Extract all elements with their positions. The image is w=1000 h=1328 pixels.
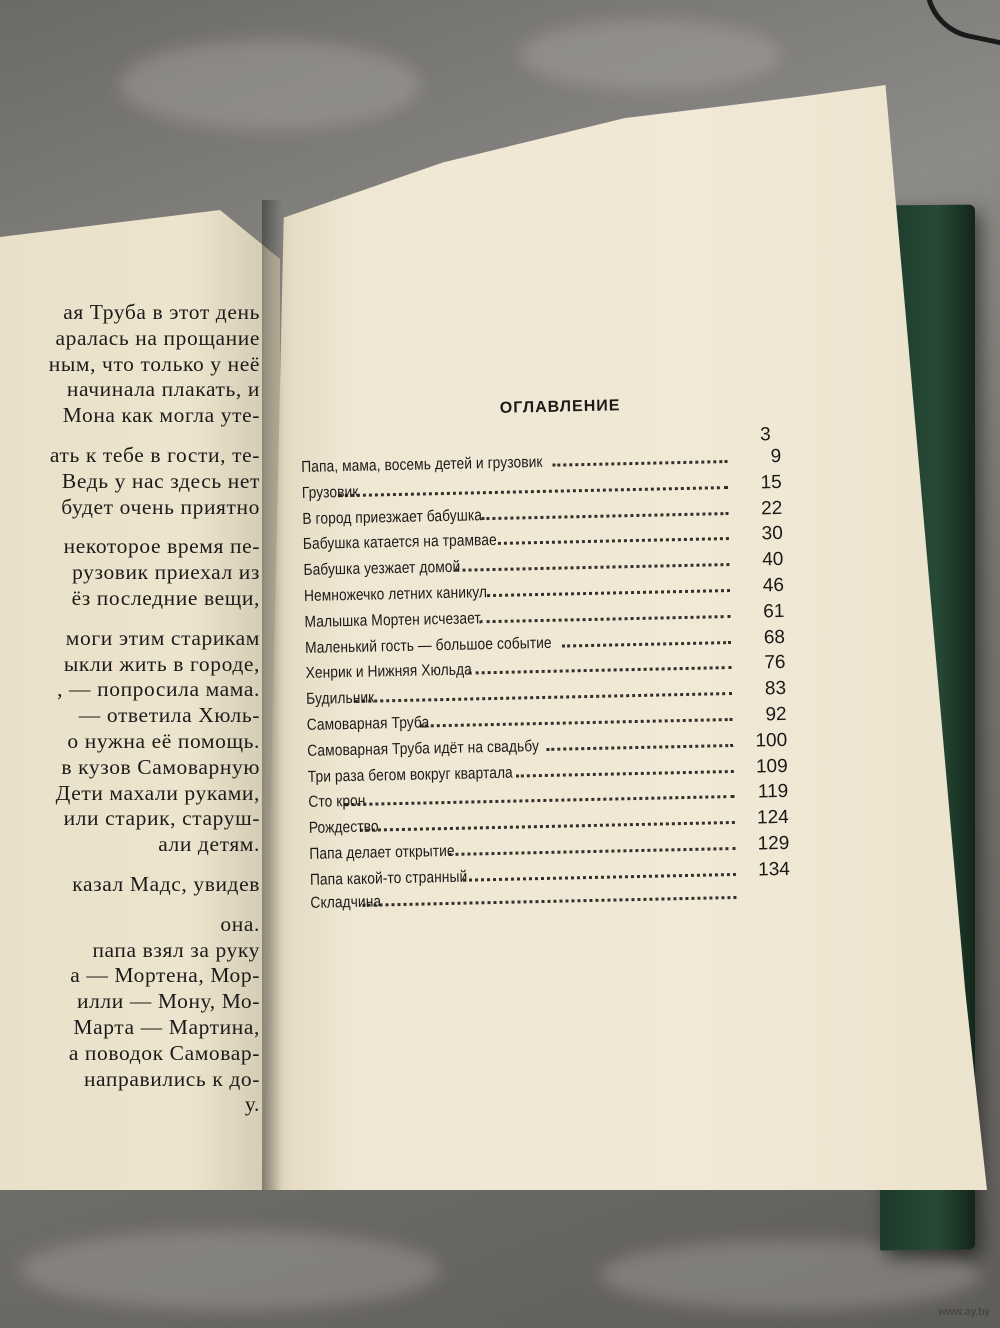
toc-title: ОГЛАВЛЕНИЕ: [499, 397, 621, 417]
toc-entry-title: Папа, мама, восемь детей и грузовик: [301, 453, 543, 476]
toc-leader-dots: [481, 512, 728, 520]
toc-entry-page: 119: [757, 781, 789, 803]
left-page-line: ным, что только у неё: [48, 351, 260, 376]
left-page-line: она.: [220, 911, 260, 936]
left-page-line: папа взял за руку: [92, 937, 260, 962]
left-page-line: аралась на прощание: [55, 325, 260, 350]
paragraph-gap: [0, 429, 260, 443]
left-page-line: в кузов Самоварную: [61, 754, 260, 779]
toc-entry-title: Немножечко летних каникул: [303, 584, 488, 605]
toc-entry-title: Рождество: [308, 818, 379, 838]
toc-leader-dots: [456, 563, 730, 572]
stone-texture: [520, 20, 780, 90]
toc-entry-page: 92: [765, 703, 787, 726]
toc-entry-title: Самоварная Труба идёт на свадьбу: [307, 737, 540, 760]
toc-entry-page: 30: [761, 523, 784, 545]
toc-leader-dots: [338, 486, 728, 497]
toc-leader-dots: [448, 847, 735, 856]
toc-entry-page: 61: [763, 600, 785, 623]
toc-entry-title: Хенрик и Нижняя Хюльда: [305, 661, 473, 683]
toc-leader-dots: [552, 460, 728, 467]
toc-entry-title: Папа какой-то странный: [309, 868, 468, 889]
toc-leader-dots: [487, 589, 730, 597]
left-page-line: или старик, старуш-: [63, 806, 260, 831]
toc-entry-title: Бабушка катается на трамвае: [302, 532, 497, 554]
stone-texture: [120, 40, 420, 130]
toc-leader-dots: [345, 795, 734, 806]
gutter-shadow: [262, 200, 282, 1190]
left-page-line: о нужна её помощь.: [67, 728, 260, 753]
left-page-line: начинала плакать, и: [66, 377, 260, 402]
left-page-line: ать к тебе в гости, те-: [49, 442, 260, 467]
left-page-line: Дети махали руками,: [55, 780, 260, 805]
toc-entry-title: Три раза бегом вокруг квартала: [307, 764, 514, 786]
toc-entry-page: 15: [760, 471, 782, 494]
toc-entry-title: Самоварная Труба: [306, 714, 430, 734]
watermark: www.ay.by: [938, 1306, 990, 1318]
toc-entry-page: 22: [760, 497, 783, 519]
toc-leader-dots: [355, 692, 732, 703]
paragraph-gap: [0, 898, 260, 912]
toc-entry-page: 134: [757, 858, 791, 881]
left-page-line: , — попросила мама.: [57, 677, 260, 702]
left-page-line: направились к до-: [83, 1066, 260, 1091]
left-page-line: али детям.: [158, 832, 260, 857]
table-of-contents: [300, 394, 791, 920]
paragraph-gap: [0, 612, 260, 626]
toc-entry-title: Малышка Мортен исчезает: [304, 610, 481, 631]
left-page-line: ыкли жить в городе,: [63, 651, 260, 676]
left-page-line: ая Труба в этот день: [63, 300, 260, 324]
toc-list: [301, 446, 791, 920]
toc-leader-dots: [363, 896, 737, 907]
left-page-line: Ведь у нас здесь нет: [61, 468, 260, 493]
paragraph-gap: [0, 520, 260, 534]
toc-entry-title: Сто крон: [308, 793, 366, 812]
toc-entry-title: Бабушка уезжает домой: [303, 558, 461, 580]
toc-leader-dots: [463, 873, 736, 882]
left-page-line: моги этим старикам: [65, 625, 260, 650]
toc-entry-page: 40: [762, 549, 784, 571]
left-page-line: будет очень приятно: [61, 494, 260, 519]
stone-texture: [20, 1230, 440, 1310]
left-page-line: рузовик приехал из: [72, 560, 260, 585]
left-page-line: а поводок Самовар-: [68, 1040, 260, 1065]
toc-entry-title: Маленький гость — большое событие: [304, 634, 552, 657]
left-page-line: илли — Мону, Мо-: [77, 989, 260, 1014]
toc-entry-page: 129: [757, 832, 790, 855]
toc-entry-page: 100: [755, 729, 788, 752]
toc-leader-dots: [547, 744, 734, 751]
toc-entry-page: 46: [762, 574, 785, 597]
toc-first-page-number: 3: [759, 424, 771, 446]
toc-entry-page: 76: [764, 652, 786, 674]
toc-leader-dots: [480, 615, 731, 623]
left-page-line: — ответила Хюль-: [78, 703, 260, 728]
toc-leader-dots: [516, 770, 734, 778]
toc-entry-title: Складчина: [310, 892, 382, 912]
left-page-text: [0, 300, 260, 1118]
toc-leader-dots: [498, 537, 729, 545]
toc-entry-title: Грузовик: [301, 483, 359, 502]
toc-entry-title: В город приезжает бабушка: [302, 506, 483, 528]
left-page-line: а — Мортена, Мор-: [70, 963, 260, 988]
toc-leader-dots: [562, 641, 731, 648]
paragraph-gap: [0, 858, 260, 872]
left-page-line: ёз последние вещи,: [71, 585, 260, 610]
toc-entry-page: 124: [756, 807, 789, 829]
left-page-line: некоторое время пе-: [63, 534, 260, 559]
left-page-line: Марта — Мартина,: [73, 1014, 260, 1039]
toc-entry-page: 83: [764, 678, 787, 700]
left-page-line: у.: [244, 1092, 260, 1117]
left-page-line: Мона как могла уте-: [62, 403, 260, 428]
toc-entry-page: [742, 897, 790, 898]
stone-texture: [600, 1240, 980, 1310]
toc-entry-page: 109: [755, 755, 788, 778]
toc-leader-dots: [360, 821, 735, 832]
left-page-line: казал Мадс, увидев: [72, 871, 260, 896]
toc-entry-title: Папа делает открытие: [309, 842, 455, 863]
toc-leader-dots: [469, 666, 732, 675]
toc-entry-title: Будильник: [306, 689, 375, 709]
toc-entry-page: 68: [763, 626, 786, 648]
toc-entry-page: 9: [770, 445, 782, 468]
toc-leader-dots: [419, 718, 732, 728]
